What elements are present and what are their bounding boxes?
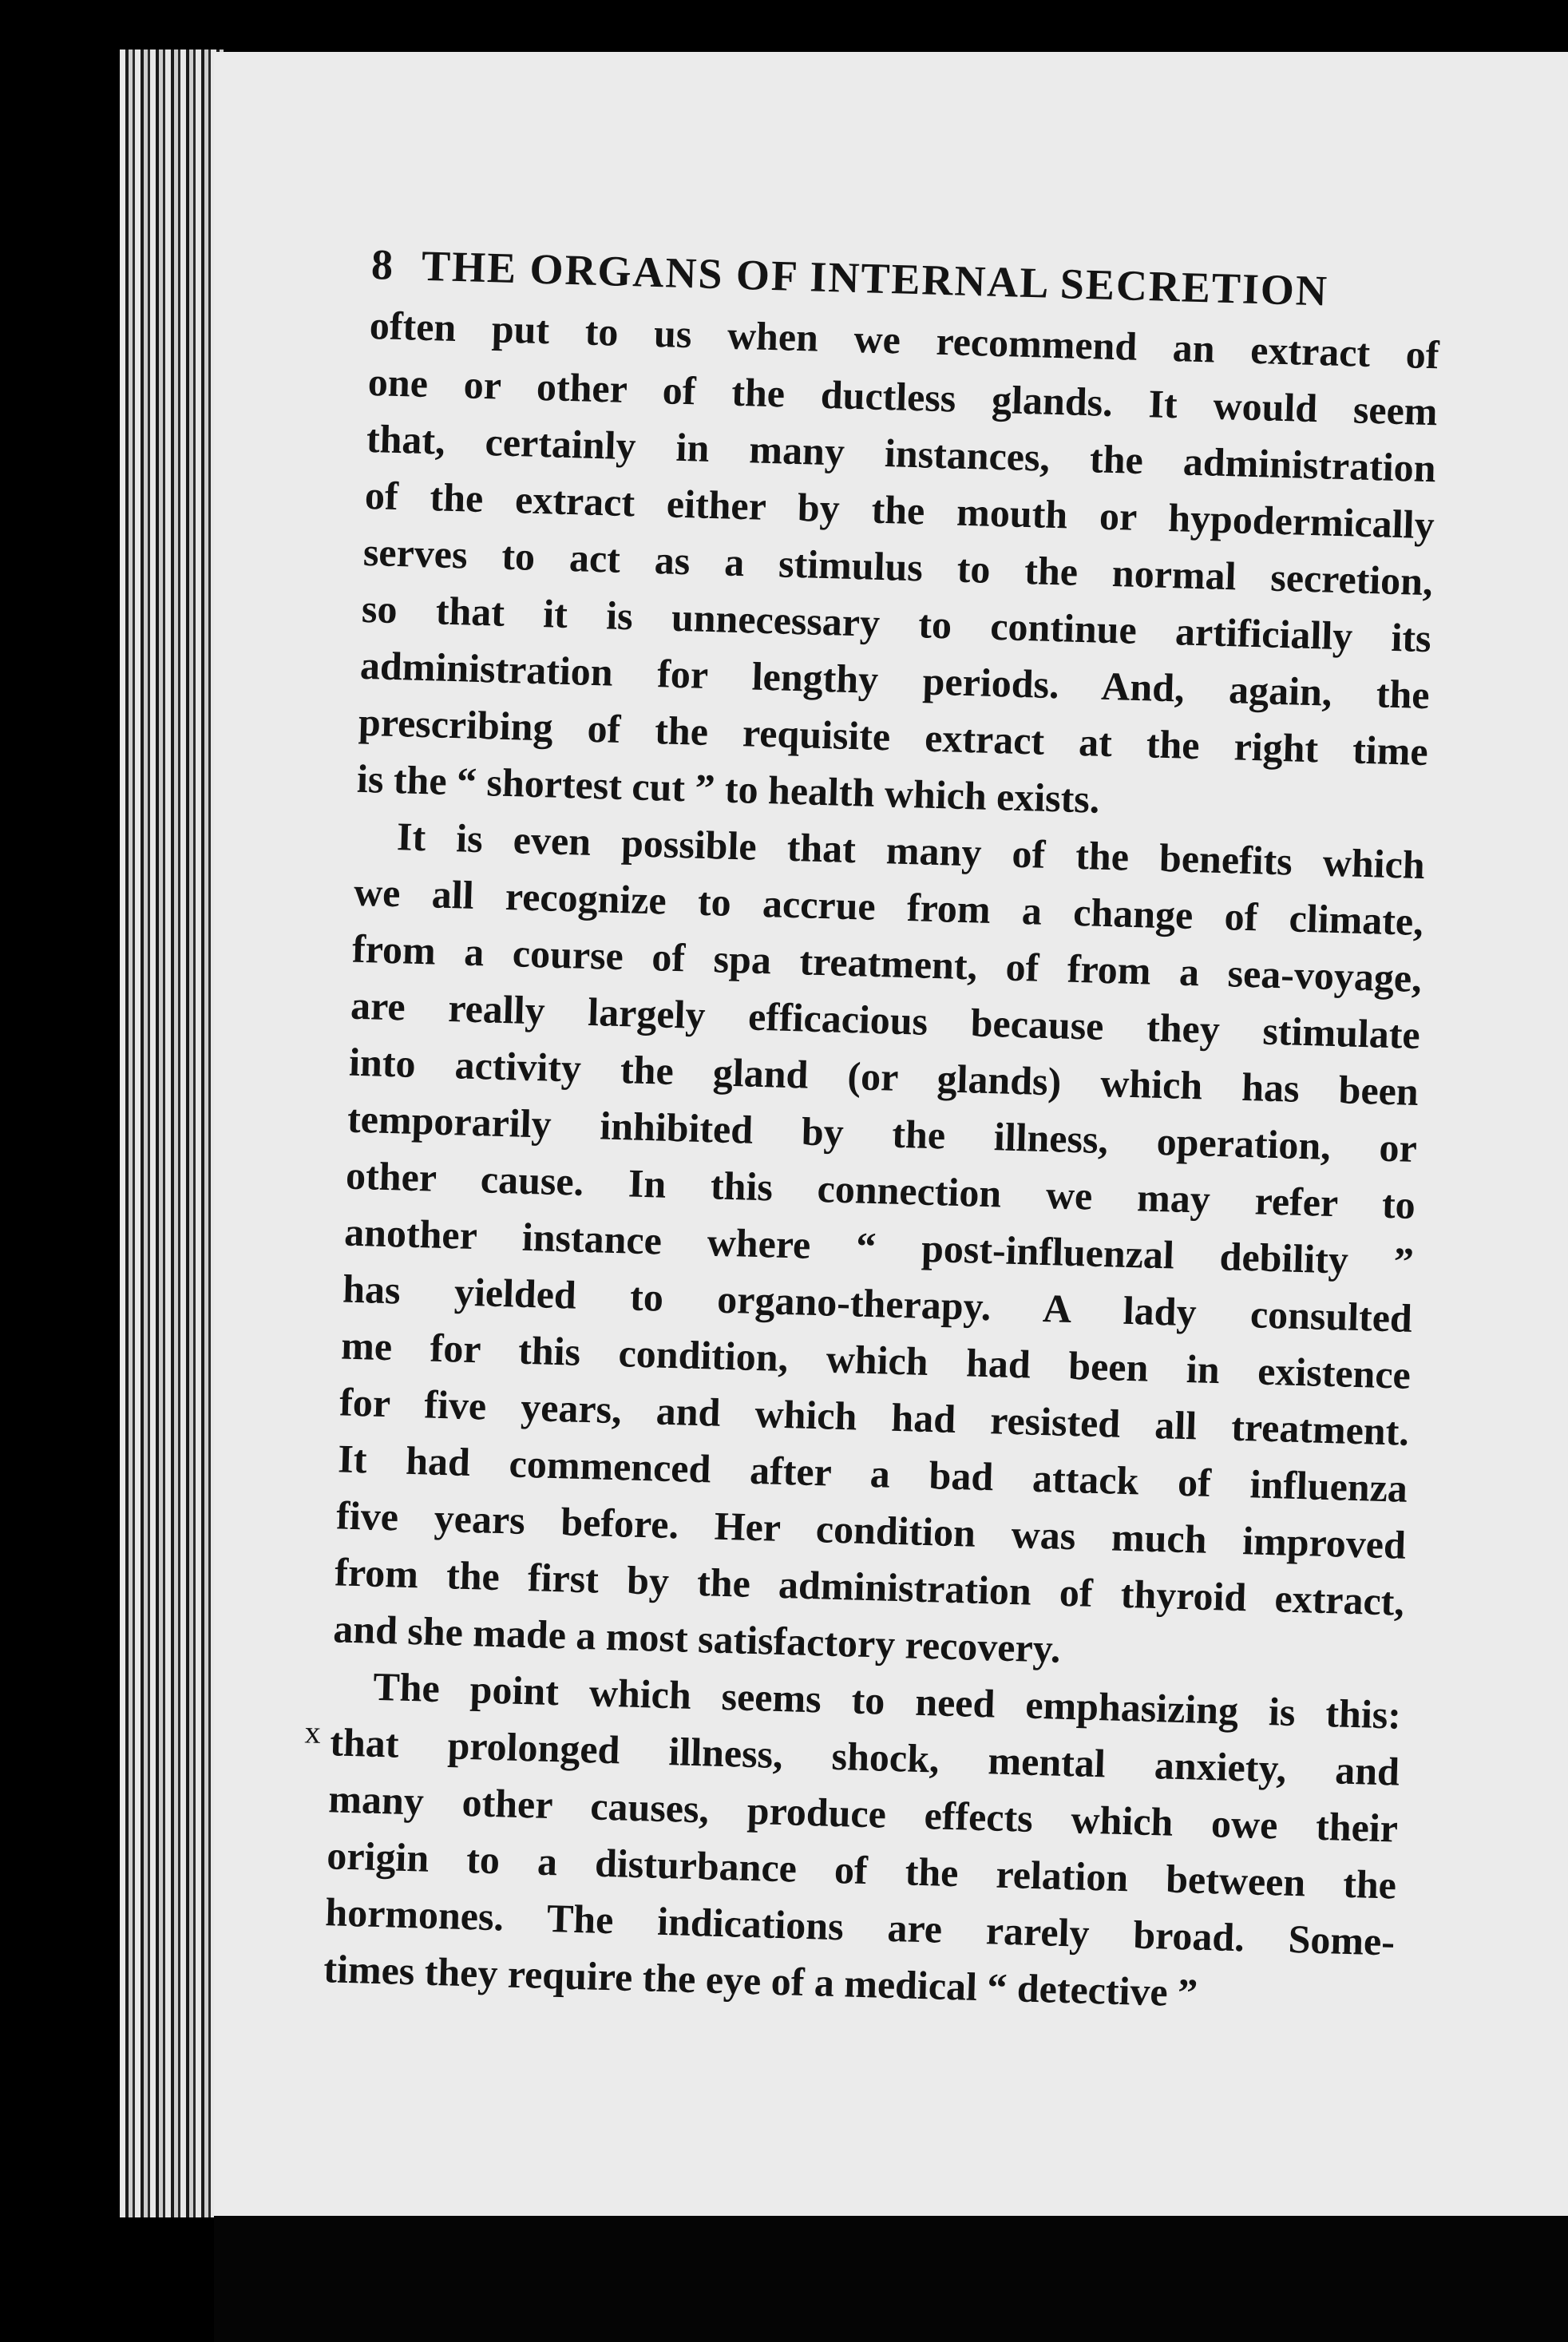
text-line: hormones. The indications are rarely broad. Some- — [324, 1889, 1396, 1964]
margin-annotation-mark: x — [304, 1714, 322, 1750]
text-line: is the “ shortest cut ” to health which exists. — [356, 755, 1101, 822]
text-line: me for this condition, which had been in existence — [340, 1322, 1412, 1397]
text-line: so that it is unnecessary to continue artificially its — [361, 585, 1432, 661]
text-line: many other causes, produce effects which owe their — [327, 1776, 1399, 1851]
text-line: The point which seems to need emphasizing is this: — [372, 1663, 1402, 1738]
page-number: 8 — [370, 240, 395, 289]
text-line: origin to a disturbance of the relation between the — [326, 1833, 1397, 1908]
text-line: and she made a most satisfactory recovery. — [332, 1606, 1062, 1671]
text-line: serves to act as a stimulus to the normal secretion, — [362, 529, 1434, 604]
text-line: one or other of the ductless glands. It would seem — [367, 359, 1439, 434]
page-content — [304, 240, 1442, 2027]
text-line: other cause. In this connection we may refer to — [345, 1152, 1416, 1227]
text-line: of the extract either by the mouth or hypodermically — [364, 472, 1435, 548]
text-line: from the first by the administration of thyroid extract, — [334, 1549, 1405, 1624]
text-line: administration for lengthy periods. And, again, the — [359, 642, 1431, 718]
running-title: THE ORGANS OF INTERNAL SECRETION — [421, 241, 1329, 315]
body-text — [304, 297, 1440, 2027]
text-line: prescribing of the requisite extract at the right time — [358, 699, 1429, 775]
text-line: for five years, and which had resisted all treatment. — [339, 1379, 1410, 1454]
text-line: It had commenced after a bad attack of influenza — [337, 1436, 1408, 1511]
text-line: times they require the eye of a medical “ detective ” — [323, 1946, 1198, 2015]
book-spine-edge — [120, 50, 224, 2217]
text-line: that, certainly in many instances, the administration — [366, 415, 1437, 491]
text-line: are really largely efficacious because they stimulate — [350, 982, 1421, 1058]
paragraph — [356, 297, 1439, 837]
text-line: has yielded to organo-therapy. A lady consulted — [342, 1266, 1413, 1341]
paragraph — [304, 1657, 1402, 2027]
text-line: that prolonged illness, shock, mental anxiety, and — [329, 1719, 1400, 1794]
text-line: often put to us when we recommend an extract of — [369, 302, 1440, 378]
book-page — [214, 52, 1568, 2216]
text-line: another instance where “ post-influenzal debility ” — [343, 1209, 1415, 1284]
text-line: from a course of spa treatment, of from a sea-voyage, — [351, 925, 1423, 1001]
text-line: we all recognize to accrue from a change of climate, — [353, 869, 1424, 945]
text-line: into activity the gland (or glands) which has been — [348, 1039, 1420, 1115]
paragraph — [332, 807, 1425, 1687]
text-line: five years before. Her condition was much improved — [335, 1492, 1407, 1567]
text-line: It is even possible that many of the benefits which — [396, 814, 1426, 888]
text-line: temporarily inhibited by the illness, operation, or — [346, 1096, 1418, 1171]
scan-bottom-border — [214, 2216, 1568, 2342]
